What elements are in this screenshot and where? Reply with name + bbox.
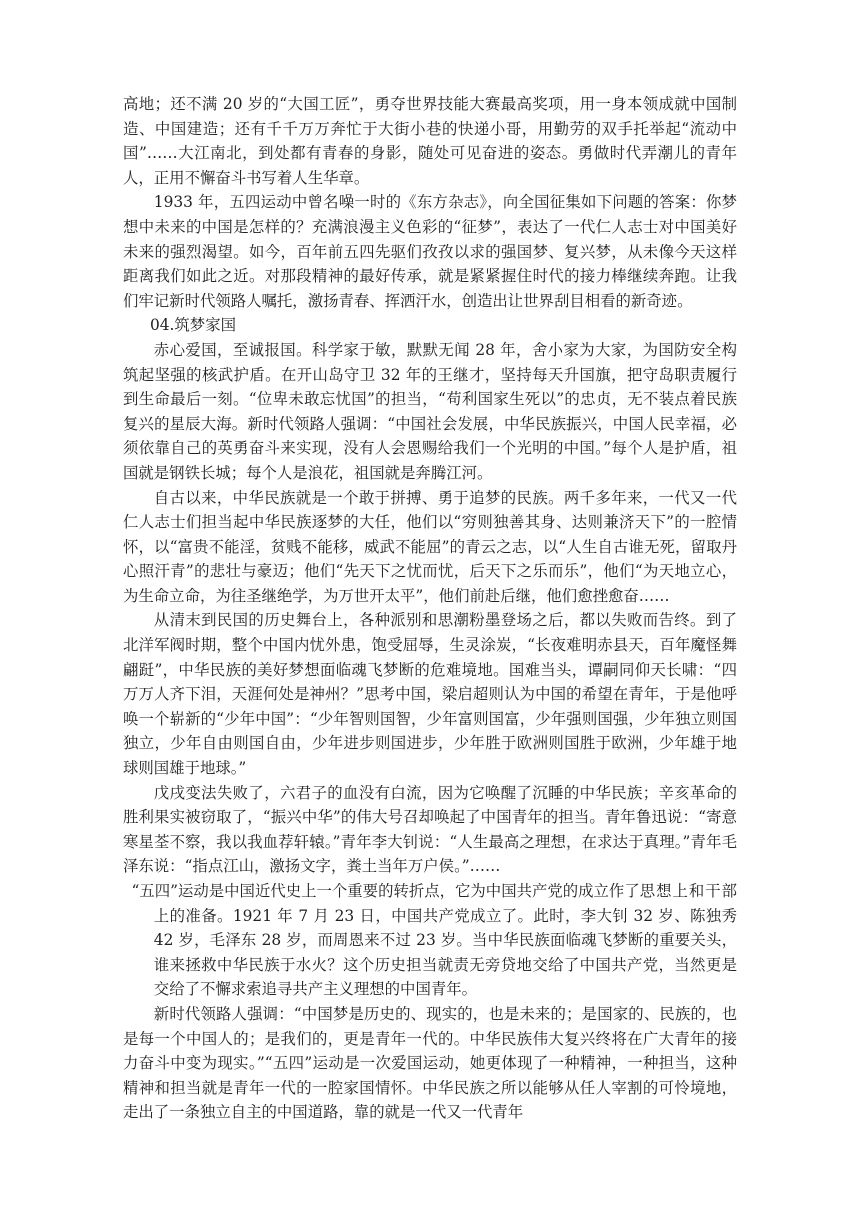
paragraph-patriotism: 赤心爱国，至诚报国。科学家于敏，默默无闻 28 年，舍小家为大家，为国防安全构筑起坚强的核武护盾。在开山岛守卫 32 年的王继才，坚持每天升国旗，把守岛职责履行到生命最后一刻。“位卑未敢忘忧国”的担当，“苟利国家生死以”的忠贞，无不装点着民族复兴的星辰大海。新时代领路人强调：“中国社会发展，中华民族振兴，中国人民幸福，必须依靠自己的英勇奋斗来实现，没有人会恩赐给我们一个光明的中国。”每个人是护盾，祖国就是钢铁长城；每个人是浪花，祖国就是奔腾江河。 <box>123 340 737 482</box>
paragraph-new-era: 新时代领路人强调：“中国梦是历史的、现实的，也是未来的；是国家的、民族的，也是每一个中国人的；是我们的，更是青年一代的。中华民族伟大复兴终将在广大青年的接力奋斗中变为现实。”“五四”运动是一次爱国运动，她更体现了一种精神，一种担当，这种精神和担当就是青年一代的一腔家国情怀。中华民族之所以能够从任人宰割的可怜境地，走出了一条独立自主的中国道路，靠的就是一代又一代青年 <box>123 1004 737 1122</box>
may-fourth-first-line: “五四”运动是中国近代史上一个重要的转折点，它为中国共产党的成立作了思 <box>131 882 656 900</box>
paragraph-since-ancient-times: 自古以来，中华民族就是一个敢于拼搏、勇于追梦的民族。两千多年来，一代又一代仁人志士们担当起中华民族逐梦的大任，他们以“穷则独善其身、达则兼济天下”的一腔情怀，以“富贵不能淫，贫贱不能移，威武不能屈”的青云之志，以“人生自古谁无死，留取丹心照汗青”的悲壮与豪迈；他们“先天下之忧而忧，后天下之乐而乐”，他们“为天地立心，为生命立命，为往圣继绝学，为万世开太平”，他们前赴后继，他们愈挫愈奋…… <box>123 488 737 605</box>
section-heading: 04.筑梦家国 <box>149 316 236 335</box>
paragraph-late-qing: 从清末到民国的历史舞台上，各种派别和思潮粉墨登场之后，都以失败而告终。到了北洋军阀时期，整个中国内忧外患，饱受屈辱，生灵涂炭，“长夜难明赤县天，百年魔怪舞翩跹”，中华民族的美好梦想面临魂飞梦断的危难境地。国难当头，谭嗣同仰天长啸：“四万万人齐下泪，天涯何处是神州？”思考中国，梁启超则认为中国的希望在青年，于是他呼唤一个崭新的“少年中国”：“少年智则国智，少年富则国富，少年强则国强，少年独立则国独立，少年自由则国自由，少年进步则国进步，少年胜于欧洲则国胜于欧洲，少年雄于地球则国雄于地球。” <box>123 611 737 778</box>
document-body <box>123 92 737 1125</box>
may-fourth-rest: 想上和干部上的准备。1921 年 7 月 23 日，中国共产党成立了。此时，李大钊 32 岁、陈独秀 42 岁，毛泽东 28 岁，而周恩来不过 23 岁。当中华民族面临魂飞梦断的重要关头，谁来拯救中华民族于水火？这个历史担当就责无旁贷地交给了中国共产党，当然更是交给了不懈求索追寻共产主义理想的中国青年。 <box>153 882 737 999</box>
paragraph-continued: 高地；还不满 20 岁的“大国工匠”，勇夺世界技能大赛最高奖项，用一身本领成就中国制造、中国建造；还有千千万万奔忙于大街小巷的快递小哥，用勤劳的双手托举起“流动中国”……大江南北，到处都有青春的身影，随处可见奋进的姿态。勇做时代弄潮儿的青年人，正用不懈奋斗书写着人生华章。 <box>123 95 737 187</box>
paragraph-may-fourth <box>123 879 737 1002</box>
paragraph-reform-failure: 戊戌变法失败了，六君子的血没有白流，因为它唤醒了沉睡的中华民族；辛亥革命的胜利果实被窃取了，“振兴中华”的伟大号召却唤起了中国青年的担当。青年鲁迅说：“寄意寒星荃不察，我以我血荐轩辕。”青年李大钊说：“人生最高之理想，在求达于真理。”青年毛泽东说：“指点江山，激扬文字，粪土当年万户侯。”…… <box>123 783 737 876</box>
paragraph-eastern-miscellany: 1933 年，五四运动中曾名噪一时的《东方杂志》，向全国征集如下问题的答案：你梦想中未来的中国是怎样的？充满浪漫主义色彩的“征梦”，表达了一代仁人志士对中国美好未来的强烈渴望。如今，百年前五四先驱们孜孜以求的强国梦、复兴梦，从未像今天这样距离我们如此之近。对那段精神的最好传承，就是紧紧握住时代的接力棒继续奔跑。让我们牢记新时代领路人嘱托，激扬青春、挥洒汗水，创造出让世界刮目相看的新奇迹。 <box>123 193 737 310</box>
